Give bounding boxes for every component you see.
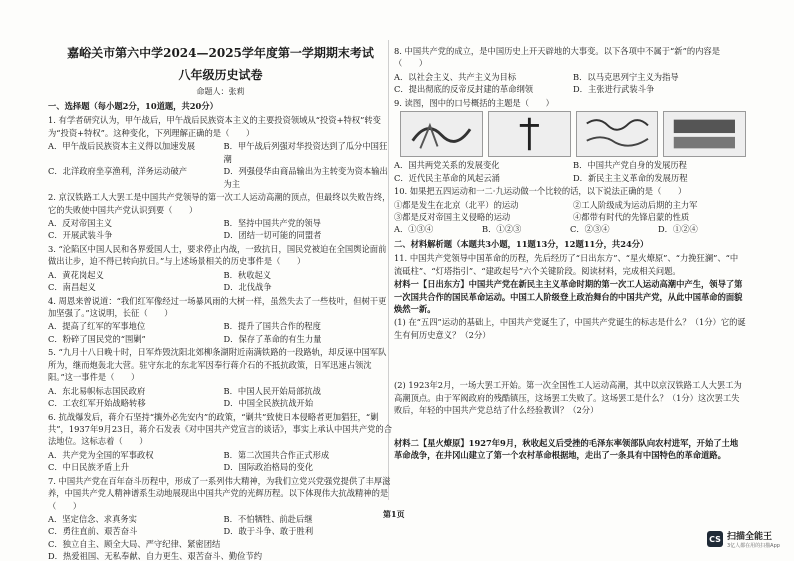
q9-image-2-art <box>489 112 570 156</box>
question-8-option-1: D．热爱祖国、无私奉献、自力更生、艰苦奋斗、勤俭节约 <box>48 551 263 562</box>
q10-items <box>394 199 746 224</box>
q10-text: 10. 如果把五四运动和一二·九运动做一个比较的话，以下说法正确的是（ ） <box>394 186 687 197</box>
question-8-options <box>48 538 393 563</box>
section2-heading: 二、材料解析题（本题共3小题，11题13分，12题11分，共24分） <box>394 238 649 249</box>
question-4-options <box>48 320 393 345</box>
question-6-option-3: D．国际政治格局的变化 <box>223 462 314 473</box>
question-5-option-2: C．工农红军开始战略转移 <box>48 398 146 409</box>
q8-option-a: A．以社会主义、共产主义为目标 <box>394 71 517 82</box>
q11-sub1: (1) 在“五四”运动的基础上，中国共产党诞生了，中国共产党诞生的标志是什么？（1分）它的诞生有何历史意义？（2分） <box>394 317 746 340</box>
exam-subtitle: 八年级历史试卷 <box>178 68 263 82</box>
question-7-options <box>48 513 393 538</box>
question-2-option-2: C．开展武装斗争 <box>48 230 113 241</box>
q9-option-d: D．新民主主义革命的发展历程 <box>573 172 688 183</box>
q11-sub2: (2) 1923年2月，一场大罢工开始。第一次全国性工人运动高潮，其中以京汉铁路工人大罢工为高潮顶点。由于军阀政府的残酷镇压，这场罢工失败了。这场罢工是什么？（1分）这次罢工失败后，年轻的中国共产党总结了什么经验教训？（2分） <box>394 380 742 416</box>
question-2-text: 2. 京汉铁路工人大罢工是中国共产党领导的第一次工人运动高潮的顶点，但最终以失败告终，它的失败使中国共产党认识到要（ ） <box>48 192 391 215</box>
q8-options <box>394 71 746 96</box>
answer-space-1 <box>394 342 746 378</box>
question-2-option-3: D．团结一切可能的同盟者 <box>223 230 322 241</box>
question-7-option-3: D．敢于斗争、敢于胜利 <box>223 526 314 537</box>
q11-intro: 11. 中国共产党领导中国革命的历程，先后经历了“日出东方”、“星火燎原”、“力挽狂澜”、“中流砥柱”、“灯塔指引”、“建政起号”六个关键阶段。阅读材料，完成相关问题。 <box>394 253 739 276</box>
question-6-option-2: C．中日民族矛盾上升 <box>48 462 130 473</box>
q8-option-b: B．以马克思列宁主义为指导 <box>573 71 679 82</box>
question-6-option-0: A．共产党为全国的军事政权 <box>48 449 154 460</box>
scanner-tagline: 3亿人都在用的扫描App <box>727 543 780 549</box>
scanner-name: 扫描全能王 <box>727 532 773 542</box>
question-1-text: 1. 有学者研究认为，甲午战后，甲午战后民族资本主义的主要投资领域从“投资+特权”转变为“投资+特权”。这种变化，下列理解正确的是（ ） <box>48 115 381 138</box>
q10-option-c: C．②③④ <box>570 224 610 235</box>
scanner-text <box>727 529 780 549</box>
question-4-option-2: C．粉碎了国民党的“围剿” <box>48 333 146 344</box>
q9-image-4 <box>663 111 746 157</box>
question-3-option-0: A．黄花岗起义 <box>48 269 104 280</box>
question-8-option-0: C．独立自主、顾全大局、严守纪律、紧密团结 <box>48 538 221 549</box>
q9-image-3-art <box>577 112 658 156</box>
question-1-option-0: A．甲午战后民族资本主义得以加速发展 <box>48 141 196 152</box>
q10-option-a: A．①③④ <box>394 224 434 235</box>
question-5-option-0: A．东北易帜标志国民政府 <box>48 385 146 396</box>
q9-image-row <box>400 111 746 157</box>
question-1-option-3: D．列强侵华由商品输出为主转变为资本输出为主 <box>223 166 388 189</box>
question-4-option-3: D．保存了革命的有生力量 <box>223 333 322 344</box>
question-3-option-3: D．北伐战争 <box>223 282 272 293</box>
q10-option-d: D．①②④ <box>658 224 698 235</box>
question-4-option-1: B．提升了国共合作的程度 <box>223 321 321 332</box>
left-column <box>48 44 393 563</box>
question-5-options <box>48 385 393 410</box>
scanner-watermark <box>707 529 780 549</box>
q8-option-d: D．主张进行武装斗争 <box>573 84 655 95</box>
camscanner-logo-icon: CS <box>707 531 723 547</box>
q10-item-2: ②工人阶级成为运动后期的主力军 <box>573 199 698 210</box>
question-1-option-1: B．甲午战后列强对华投资达到了瓜分中国狂潮 <box>223 141 388 164</box>
question-6-text: 6. 抗战爆发后，蒋介石坚持“攘外必先安内”的政策，“剿共”致使日本侵略者更加猖狂，“剿共”，1937年9月23日，蒋介石发表《对中国共产党宣言的谈话》，事实上承认中国共产党的合法地位。这标志着（ ） <box>48 411 393 447</box>
q10-item-1: ①都是发生在北京（北平）的运动 <box>394 199 519 210</box>
question-7-option-2: C．勇往直前、艰苦奋斗 <box>48 526 138 537</box>
q9-image-3 <box>576 111 659 157</box>
question-3-option-1: B．秋收起义 <box>223 269 272 280</box>
q9-option-c: C．近代民主革命的风起云涌 <box>394 172 500 183</box>
q10-item-4: ④都带有时代的先锋启蒙的性质 <box>573 211 690 222</box>
q11-material1: 材料一【日出东方】中国共产党在新民主主义革命时期的第一次工人运动高潮中产生，领导了第一次国共合作的国民革命运动。中国工人阶级登上政治舞台的中国共产党，从此中国革命的面貌焕然一新。 <box>394 279 743 314</box>
question-3-text: 3. “沦陷区中国人民和各界爱国人士，要求停止内战，一致抗日，国民党被迫在全国舆论面前做出让步，迫不得已转向抗日。”与上述场景相关的历史事件是（ ） <box>48 243 387 267</box>
exam-author: 命题人：张莉 <box>196 87 245 96</box>
question-7-option-1: B．不怕牺牲、前赴后继 <box>223 514 313 524</box>
q9-options <box>394 159 746 184</box>
question-6-option-1: B．第二次国共合作正式形成 <box>223 449 330 460</box>
question-3-options <box>48 269 393 294</box>
right-column <box>394 44 746 463</box>
q10-item-3: ③都是反对帝国主义侵略的运动 <box>394 211 511 222</box>
q9-option-b: B．中国共产党自身的发展历程 <box>573 160 687 171</box>
question-6-options <box>48 449 393 474</box>
question-5-option-1: B．中国人民开始局部抗战 <box>223 385 321 396</box>
exam-title: 嘉峪关市第六中学2024—2025学年度第一学期期末考试 <box>67 46 374 60</box>
question-3-option-2: C．南昌起义 <box>48 282 96 293</box>
q9-option-a: A．国共两党关系的发展变化 <box>394 160 500 171</box>
question-1-options <box>48 140 393 190</box>
section1-questions <box>48 114 393 562</box>
q8-text: 8. 中国共产党的成立，是中国历史上开天辟地的大事变。以下各项中不属于“新”的内容是（ ） <box>394 46 721 69</box>
q9-image-1-art <box>401 112 482 156</box>
question-2-option-0: A．反对帝国主义 <box>48 217 113 228</box>
question-4-text: 4. 周恩来曾说道：“我们红军像经过一场暴风雨的大树一样，虽然失去了一些枝叶，但树干更加坚强了。”这说明，长征（ ） <box>48 295 387 318</box>
section1-heading: 一、选择题（每小题2分，10道题，共20分） <box>48 101 218 111</box>
q11-material2: 材料二【星火燎原】1927年9月，秋收起义后受挫的毛泽东率领部队向农村进军，开始了土地革命战争，在井冈山建立了第一个农村革命根据地，走出了一条具有中国特色的革命道路。 <box>394 437 739 461</box>
q9-text: 9. 读图，图中的口号概括的主题是（ ） <box>394 97 554 108</box>
question-4-option-0: A．提高了红军的军事地位 <box>48 321 146 332</box>
answer-space-2 <box>394 418 746 436</box>
page-number: 第1页 <box>383 509 405 519</box>
q8-option-c: C．提出彻底的反帝反封建的革命纲领 <box>394 84 534 95</box>
q9-image-4-art <box>664 112 745 156</box>
question-7-text: 7. 中国共产党在百年奋斗历程中，形成了一系列伟大精神，为我们立党兴党强党提供了丰厚滋养，中国共产党人精神谱系生动地展现出中国共产党的光辉历程。以下体现伟大抗战精神的是（ ） <box>48 475 391 511</box>
q9-image-2 <box>488 111 571 157</box>
q10-option-b: B．①②③ <box>482 224 522 235</box>
question-5-text: 5. “九月十八日晚十时，日军炸毁沈阳北郊柳条湖附近南满铁路的一段路轨，却反诬中国军队所为，继而炮轰北大营。驻守东北的东北军因奉行蒋介石的不抵抗政策，日军迅速占领沈阳。”这一事件是（ ） <box>48 347 387 383</box>
question-2-option-1: B．坚持中国共产党的领导 <box>223 217 321 228</box>
question-7-option-0: A．坚定信念、求真务实 <box>48 514 137 524</box>
q10-options <box>394 223 746 235</box>
question-2-options <box>48 217 393 242</box>
question-1-option-2: C．北洋政府坐享渔利，洋务运动破产 <box>48 166 188 177</box>
q9-image-1 <box>400 111 483 157</box>
question-5-option-3: D．中国全民族抗战开始 <box>223 398 314 409</box>
